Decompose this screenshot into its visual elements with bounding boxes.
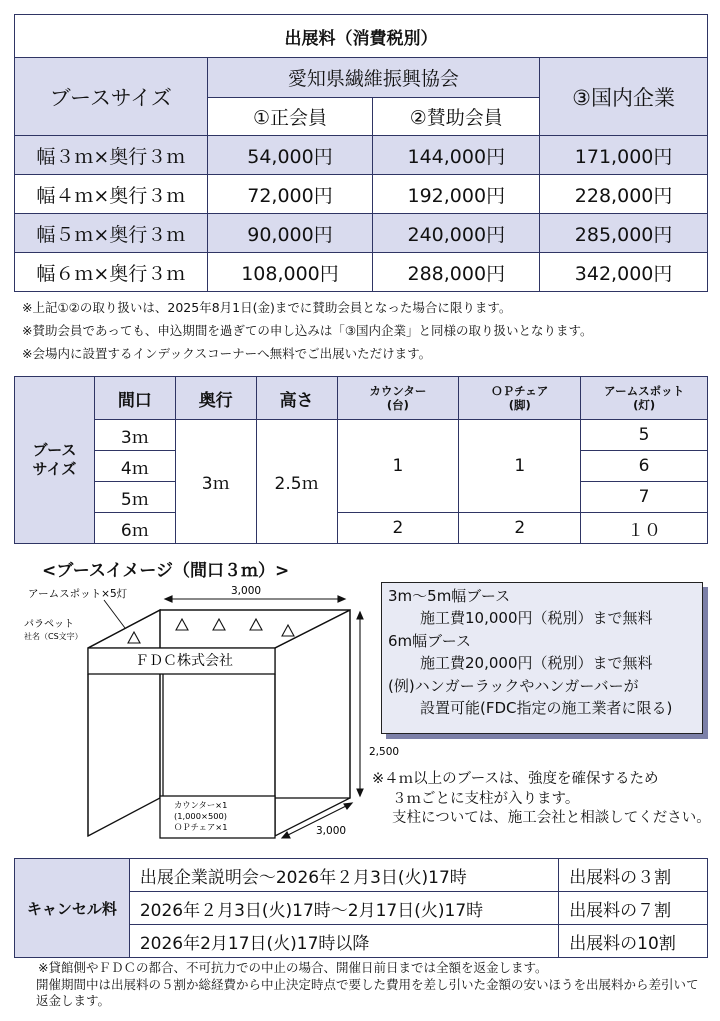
arm-spot-header-label: アームスポット (603, 384, 685, 398)
frontage-cell: 6ｍ (94, 513, 175, 544)
cancel-fee-cell: 出展料の７割 (559, 892, 708, 925)
table-row (15, 420, 708, 451)
company-name: ＦＤＣ株式会社 (135, 653, 233, 669)
chair-header-unit: (脚) (508, 398, 531, 412)
chair-header-label: ＯＰチェア (491, 384, 549, 398)
chair-cell: 1 (459, 420, 581, 513)
booth-size-label-line1: ブース (32, 441, 77, 459)
booth-image-title: <ブースイメージ（間口３ｍ）> (42, 561, 290, 581)
pillar-note-line: 支柱については、施工会社と相談してください。 (392, 810, 711, 826)
table-row (15, 175, 708, 214)
table-row (15, 214, 708, 253)
spot-light-icon (282, 625, 294, 636)
supporting-member-header: ②賛助会員 (373, 98, 540, 136)
spot-light-icon (128, 632, 140, 643)
right-wall (275, 610, 350, 836)
spot-light-icon (213, 619, 225, 630)
cancellation-table (14, 858, 708, 958)
pillar-note-line: ※４ｍ以上のブースは、強度を確保するため (372, 771, 659, 787)
regular-fee-cell: 54,000円 (207, 136, 373, 175)
cancellation-note: 開催期間中は出展料の５割か総経費から中止決定時点で要した費用を差し引いた金額の安いほうを出展料から差引いて返金します。 (36, 976, 699, 1008)
domestic-header: ③国内企業 (540, 58, 708, 136)
fee-note: ※上記①②の取り扱いは、2025年8月1日(金)までに賛助会員となった場合に限ります。 (22, 300, 512, 315)
regular-fee-cell: 108,000円 (207, 253, 373, 292)
construction-line: 6m幅ブース (388, 631, 471, 650)
counter-header-label: カウンター (369, 384, 427, 398)
chair-cell: 2 (459, 513, 581, 544)
counter-size-label: (1,000×500) (174, 811, 228, 821)
booth-size-cell: 幅４ｍ×奥行３ｍ (15, 175, 208, 214)
pillar-note (372, 770, 711, 829)
spot-light-icon (176, 619, 188, 630)
domestic-fee-cell: 171,000円 (540, 136, 708, 175)
construction-line: 施工費20,000円（税別）まで無料 (420, 654, 653, 673)
domestic-fee-cell: 285,000円 (540, 214, 708, 253)
table-row (15, 859, 708, 892)
back-wall (160, 610, 350, 798)
counter-cell: 2 (337, 513, 459, 544)
construction-fee-box (381, 582, 703, 734)
arm-spot-header-unit: (灯) (633, 398, 656, 412)
regular-fee-cell: 72,000円 (207, 175, 373, 214)
chair-header (459, 377, 581, 420)
construction-line: 設置可能(FDC指定の施工業者に限る) (420, 699, 673, 718)
cancellation-note: ※貸館側やＦＤＣの都合、不可抗力での中止の場合、開催日前日までは全額を返金します。 (38, 960, 548, 975)
cancel-fee-cell: 出展料の３割 (559, 859, 708, 892)
spot-light-icon (250, 619, 262, 630)
arm-spot-label: アームスポット×5灯 (28, 588, 128, 600)
regular-member-header: ①正会員 (207, 98, 373, 136)
supporting-fee-cell: 192,000円 (373, 175, 540, 214)
construction-line: (例)ハンガーラックやハンガーバーが (388, 676, 639, 695)
supporting-fee-cell: 288,000円 (373, 253, 540, 292)
table-row (15, 253, 708, 292)
cancel-period-cell: 2026年2月17日(火)17時以降 (129, 925, 558, 958)
cancellation-notes (38, 960, 708, 1010)
arm-spot-cell: 5 (581, 420, 708, 451)
cancel-period-cell: 2026年２月3日(火)17時～2月17日(火)17時 (129, 892, 558, 925)
company-font-label: 社名（CS文字） (24, 632, 83, 641)
fee-table-title: 出展料（消費税別） (15, 15, 708, 58)
counter-label: カウンター×1 (174, 800, 228, 810)
counter-header (337, 377, 459, 420)
cancellation-label: キャンセル料 (15, 859, 130, 958)
booth-size-cell: 幅３ｍ×奥行３ｍ (15, 136, 208, 175)
counter-header-unit: (台) (386, 398, 409, 412)
chair-label: ＯＰチェア×1 (174, 822, 228, 832)
arm-spot-cell: 6 (581, 451, 708, 482)
booth-size-cell: 幅６ｍ×奥行３ｍ (15, 253, 208, 292)
frontage-cell: 3ｍ (94, 420, 175, 451)
booth-size-cell: 幅５ｍ×奥行３ｍ (15, 214, 208, 253)
frontage-cell: 4ｍ (94, 451, 175, 482)
domestic-fee-cell: 228,000円 (540, 175, 708, 214)
construction-line: 施工費10,000円（税別）まで無料 (420, 609, 653, 628)
fee-note: ※賛助会員であっても、申込期間を過ぎての申し込みは「③国内企業」と同様の取り扱いとなります。 (22, 323, 593, 338)
depth-cell: 3ｍ (175, 420, 256, 544)
cancel-fee-cell: 出展料の10割 (559, 925, 708, 958)
height-cell: 2.5ｍ (256, 420, 337, 544)
fee-notes (22, 296, 593, 365)
left-wall (88, 610, 160, 836)
booth-size-label-line2: サイズ (32, 460, 77, 478)
fee-table (14, 14, 708, 292)
table-row (15, 513, 708, 544)
height-header: 高さ (256, 377, 337, 420)
booth-diagram (0, 578, 400, 848)
width-dimension: 3,000 (231, 585, 262, 597)
regular-fee-cell: 90,000円 (207, 214, 373, 253)
arm-spot-cell: １０ (581, 513, 708, 544)
table-row (15, 136, 708, 175)
fee-note: ※会場内に設置するインデックスコーナーへ無料でご出展いただけます。 (22, 346, 432, 361)
arm-spot-header (581, 377, 708, 420)
cancel-period-cell: 出展企業説明会～2026年２月3日(火)17時 (129, 859, 558, 892)
domestic-fee-cell: 342,000円 (540, 253, 708, 292)
booth-spec-table (14, 376, 708, 544)
association-header: 愛知県繊維振興協会 (207, 58, 540, 98)
booth-size-label (15, 377, 95, 544)
frontage-header: 間口 (94, 377, 175, 420)
height-dimension: 2,500 (369, 746, 400, 758)
parapet-label: パラペット (24, 619, 74, 630)
booth-size-header: ブースサイズ (15, 58, 208, 136)
supporting-fee-cell: 240,000円 (373, 214, 540, 253)
depth-dimension: 3,000 (316, 825, 347, 837)
construction-line: 3m～5m幅ブース (388, 587, 511, 605)
depth-header: 奥行 (175, 377, 256, 420)
frontage-cell: 5ｍ (94, 482, 175, 513)
arm-spot-cell: 7 (581, 482, 708, 513)
counter-cell: 1 (337, 420, 459, 513)
supporting-fee-cell: 144,000円 (373, 136, 540, 175)
pillar-note-line: ３ｍごとに支柱が入ります。 (392, 790, 580, 807)
